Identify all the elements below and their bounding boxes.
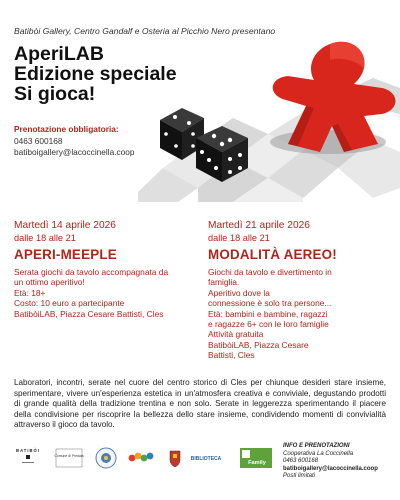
event-2-line: Aperitivo dove la [208,287,270,298]
hero-illustration [138,22,400,202]
event-2-line: Giochi da tavolo e divertimento in [208,267,332,277]
crest-logo-icon [170,451,180,467]
info-note: Posti limitati [283,473,316,480]
biblioteca-logo-text: BIBLIOTECA [190,456,222,462]
event-1-details [14,267,196,319]
coccinella-logo-icon [129,453,154,462]
event-2-line: connessione è solo tra persone... [208,298,332,309]
info-phone[interactable]: 0463 600168 [283,458,319,465]
booking-phone[interactable]: 0463 600168 [14,135,63,146]
event-2 [208,220,392,361]
event-1-line: Età: 18+ [14,287,46,298]
event-1-date: Martedì 14 aprile 2026 [14,220,116,231]
event-2-time: dalle 18 alle 21 [208,233,270,243]
sponsor-logos [14,443,272,473]
event-2-line: e ragazze 6+ con le loro famiglie [208,319,329,330]
biblioteca-logo-icon [191,456,222,462]
presenters-line: Batibòi Gallery, Centro Gandalf e Osteria al Picchio Nero presentano [14,26,276,36]
event-2-date: Martedì 21 aprile 2026 [208,220,310,231]
event-2-line: Età: bambini e bambine, ragazzi [208,308,328,319]
event-2-line: BatibòiLAB, Piazza Cesare [208,339,309,350]
event-1-line: Costo: 10 euro a partecipante [14,298,125,309]
event-1-line: BatibòiLAB, Piazza Cesare Battisti, Cles [14,308,164,319]
info-heading: INFO E PRENOTAZIONI [283,443,350,449]
family-logo-text: Family [248,460,266,466]
title-line-3: Si gioca! [14,83,96,105]
batiboi-logo-icon [16,448,40,463]
family-logo-icon [240,448,272,468]
info-org: Cooperativa La Coccinella [283,450,354,457]
event-1-line: un ottimo aperitivo! [14,277,85,288]
title-line-1: AperiLAB [14,43,104,65]
event-1-time: dalle 18 alle 21 [14,233,76,243]
booking-info [14,124,135,159]
event-1-title: APERI-MEEPLE [14,247,117,262]
event-2-line: Battisti, Cles [208,350,255,361]
event-2-details [208,267,392,361]
event-1 [14,220,196,319]
event-2-line: Attività gratuita [208,329,264,340]
batiboi-logo-text: BATIBÒI [16,448,40,453]
booking-label: Prenotazione obbligatoria: [14,124,119,134]
description-paragraph: Laboratori, incontri, serate nel cuore del centro storico di Cles per chiunque desideri stare insieme, sperimentare, vivere un'esperienza estetica in un'atmosfera creativa e conviviale, degustando prodotti di grande qualità della tradizione trentina e non solo. Serate in leggerezza sperimentando il piacere della condivisione per riscoprire la bellezza dello stare insieme, condividendo momenti di convivialità attraverso il gioco da tavolo. [14,378,386,429]
event-2-title: MODALITÀ AEREO! [208,247,337,262]
booking-email[interactable]: batiboigallery@lacoccinella.coop [14,147,135,157]
title-line-2: Edizione speciale [14,63,177,85]
event-1-line: Serata giochi da tavolo accompagnata da [14,267,169,277]
gandalf-logo-icon [96,448,116,468]
comune-logo-icon [54,449,83,467]
info-box [283,443,378,481]
event-2-line: famiglia. [208,277,240,288]
comune-logo-text: Comune di Predaia [54,454,84,458]
info-email[interactable]: batiboigallery@lacoccinella.coop [283,465,378,472]
